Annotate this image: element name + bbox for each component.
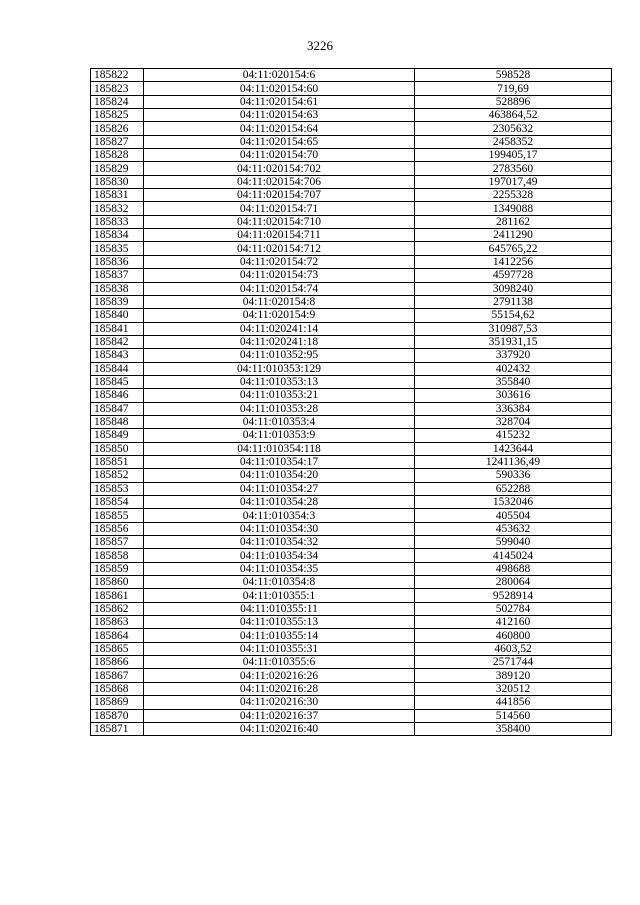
- row-number-cell: 185851: [91, 455, 144, 468]
- cadastral-number-cell: 04:11:020154:64: [144, 122, 415, 135]
- row-number-cell: 185867: [91, 669, 144, 682]
- cadastral-number-cell: 04:11:020216:28: [144, 682, 415, 695]
- cadastral-value-cell: 197017,49: [415, 175, 612, 188]
- row-number-cell: 185847: [91, 402, 144, 415]
- cadastral-number-cell: 04:11:020154:6: [144, 69, 415, 82]
- cadastral-value-cell: 1241136,49: [415, 455, 612, 468]
- cadastral-value-cell: 1412256: [415, 255, 612, 268]
- cadastral-value-cell: 402432: [415, 362, 612, 375]
- cadastral-number-cell: 04:11:020154:8: [144, 295, 415, 308]
- table-row: [91, 656, 612, 669]
- row-number-cell: 185827: [91, 135, 144, 148]
- cadastral-value-cell: 337920: [415, 349, 612, 362]
- table-row: [91, 149, 612, 162]
- table-row: [91, 362, 612, 375]
- cadastral-number-cell: 04:11:010353:4: [144, 415, 415, 428]
- cadastral-value-cell: 599040: [415, 536, 612, 549]
- cadastral-number-cell: 04:11:020154:711: [144, 229, 415, 242]
- row-number-cell: 185869: [91, 696, 144, 709]
- row-number-cell: 185850: [91, 442, 144, 455]
- cadastral-number-cell: 04:11:010355:6: [144, 656, 415, 669]
- cadastral-value-cell: 590336: [415, 469, 612, 482]
- cadastral-number-cell: 04:11:020154:71: [144, 202, 415, 215]
- cadastral-number-cell: 04:11:020154:9: [144, 309, 415, 322]
- cadastral-number-cell: 04:11:010355:31: [144, 642, 415, 655]
- row-number-cell: 185828: [91, 149, 144, 162]
- cadastral-number-cell: 04:11:010353:129: [144, 362, 415, 375]
- cadastral-number-cell: 04:11:010355:1: [144, 589, 415, 602]
- table-row: [91, 429, 612, 442]
- table-row: [91, 562, 612, 575]
- row-number-cell: 185853: [91, 482, 144, 495]
- table-row: [91, 696, 612, 709]
- table-row: [91, 722, 612, 735]
- cadastral-number-cell: 04:11:010354:20: [144, 469, 415, 482]
- cadastral-value-cell: 336384: [415, 402, 612, 415]
- row-number-cell: 185832: [91, 202, 144, 215]
- cadastral-value-cell: 4597728: [415, 269, 612, 282]
- cadastral-number-cell: 04:11:010352:95: [144, 349, 415, 362]
- table-row: [91, 335, 612, 348]
- row-number-cell: 185829: [91, 162, 144, 175]
- table-row: [91, 536, 612, 549]
- cadastral-value-cell: 2791138: [415, 295, 612, 308]
- cadastral-number-cell: 04:11:020216:37: [144, 709, 415, 722]
- cadastral-value-table: [90, 68, 612, 736]
- cadastral-value-cell: 2305632: [415, 122, 612, 135]
- cadastral-number-cell: 04:11:010353:13: [144, 375, 415, 388]
- table-row: [91, 82, 612, 95]
- row-number-cell: 185839: [91, 295, 144, 308]
- cadastral-value-cell: 310987,53: [415, 322, 612, 335]
- row-number-cell: 185860: [91, 576, 144, 589]
- cadastral-number-cell: 04:11:020154:72: [144, 255, 415, 268]
- row-number-cell: 185864: [91, 629, 144, 642]
- table-row: [91, 322, 612, 335]
- table-body: [91, 69, 612, 736]
- cadastral-number-cell: 04:11:010353:28: [144, 402, 415, 415]
- table-row: [91, 576, 612, 589]
- table-row: [91, 455, 612, 468]
- row-number-cell: 185846: [91, 389, 144, 402]
- cadastral-value-cell: 320512: [415, 682, 612, 695]
- table-row: [91, 309, 612, 322]
- table-row: [91, 589, 612, 602]
- table-row: [91, 295, 612, 308]
- cadastral-value-cell: 453632: [415, 522, 612, 535]
- cadastral-value-cell: 441856: [415, 696, 612, 709]
- cadastral-number-cell: 04:11:020154:65: [144, 135, 415, 148]
- cadastral-number-cell: 04:11:010354:35: [144, 562, 415, 575]
- table-row: [91, 162, 612, 175]
- cadastral-number-cell: 04:11:010355:11: [144, 602, 415, 615]
- row-number-cell: 185854: [91, 496, 144, 509]
- cadastral-number-cell: 04:11:020241:14: [144, 322, 415, 335]
- cadastral-value-cell: 2783560: [415, 162, 612, 175]
- table-row: [91, 709, 612, 722]
- table-row: [91, 469, 612, 482]
- row-number-cell: 185825: [91, 109, 144, 122]
- table-row: [91, 202, 612, 215]
- row-number-cell: 185823: [91, 82, 144, 95]
- cadastral-number-cell: 04:11:020154:707: [144, 189, 415, 202]
- cadastral-value-cell: 652288: [415, 482, 612, 495]
- table-row: [91, 682, 612, 695]
- row-number-cell: 185833: [91, 215, 144, 228]
- cadastral-value-cell: 2458352: [415, 135, 612, 148]
- cadastral-number-cell: 04:11:010354:32: [144, 536, 415, 549]
- page-number: 3226: [307, 38, 333, 53]
- cadastral-value-cell: 719,69: [415, 82, 612, 95]
- row-number-cell: 185845: [91, 375, 144, 388]
- row-number-cell: 185859: [91, 562, 144, 575]
- row-number-cell: 185861: [91, 589, 144, 602]
- row-number-cell: 185865: [91, 642, 144, 655]
- table-row: [91, 282, 612, 295]
- cadastral-value-cell: 199405,17: [415, 149, 612, 162]
- cadastral-number-cell: 04:11:020154:702: [144, 162, 415, 175]
- row-number-cell: 185871: [91, 722, 144, 735]
- cadastral-value-cell: 9528914: [415, 589, 612, 602]
- table-row: [91, 215, 612, 228]
- row-number-cell: 185852: [91, 469, 144, 482]
- cadastral-value-cell: 514560: [415, 709, 612, 722]
- row-number-cell: 185844: [91, 362, 144, 375]
- row-number-cell: 185862: [91, 602, 144, 615]
- table-row: [91, 135, 612, 148]
- row-number-cell: 185836: [91, 255, 144, 268]
- table-row: [91, 402, 612, 415]
- cadastral-value-cell: 502784: [415, 602, 612, 615]
- row-number-cell: 185849: [91, 429, 144, 442]
- row-number-cell: 185863: [91, 616, 144, 629]
- cadastral-value-cell: 1532046: [415, 496, 612, 509]
- row-number-cell: 185831: [91, 189, 144, 202]
- cadastral-value-cell: 463864,52: [415, 109, 612, 122]
- cadastral-number-cell: 04:11:020154:710: [144, 215, 415, 228]
- table-row: [91, 522, 612, 535]
- cadastral-value-cell: 598528: [415, 69, 612, 82]
- row-number-cell: 185830: [91, 175, 144, 188]
- row-number-cell: 185843: [91, 349, 144, 362]
- row-number-cell: 185868: [91, 682, 144, 695]
- cadastral-value-cell: 2571744: [415, 656, 612, 669]
- table-row: [91, 229, 612, 242]
- table-row: [91, 269, 612, 282]
- cadastral-value-cell: 281162: [415, 215, 612, 228]
- table-row: [91, 95, 612, 108]
- table-row: [91, 482, 612, 495]
- cadastral-value-cell: 528896: [415, 95, 612, 108]
- cadastral-value-cell: 460800: [415, 629, 612, 642]
- row-number-cell: 185824: [91, 95, 144, 108]
- cadastral-number-cell: 04:11:010354:28: [144, 496, 415, 509]
- row-number-cell: 185834: [91, 229, 144, 242]
- row-number-cell: 185858: [91, 549, 144, 562]
- cadastral-value-cell: 355840: [415, 375, 612, 388]
- row-number-cell: 185838: [91, 282, 144, 295]
- table-row: [91, 496, 612, 509]
- cadastral-value-cell: 3098240: [415, 282, 612, 295]
- cadastral-number-cell: 04:11:020154:712: [144, 242, 415, 255]
- cadastral-value-cell: 351931,15: [415, 335, 612, 348]
- cadastral-number-cell: 04:11:010353:9: [144, 429, 415, 442]
- table-row: [91, 349, 612, 362]
- table-row: [91, 415, 612, 428]
- table-row: [91, 375, 612, 388]
- cadastral-number-cell: 04:11:010354:30: [144, 522, 415, 535]
- table-row: [91, 122, 612, 135]
- table-row: [91, 442, 612, 455]
- cadastral-number-cell: 04:11:020241:18: [144, 335, 415, 348]
- table-row: [91, 189, 612, 202]
- table-row: [91, 509, 612, 522]
- row-number-cell: 185841: [91, 322, 144, 335]
- cadastral-value-cell: 415232: [415, 429, 612, 442]
- cadastral-number-cell: 04:11:020216:30: [144, 696, 415, 709]
- cadastral-value-cell: 303616: [415, 389, 612, 402]
- row-number-cell: 185848: [91, 415, 144, 428]
- table-row: [91, 549, 612, 562]
- cadastral-value-cell: 4145024: [415, 549, 612, 562]
- row-number-cell: 185837: [91, 269, 144, 282]
- cadastral-number-cell: 04:11:010354:118: [144, 442, 415, 455]
- cadastral-number-cell: 04:11:010354:3: [144, 509, 415, 522]
- cadastral-value-cell: 55154,62: [415, 309, 612, 322]
- cadastral-value-cell: 1423644: [415, 442, 612, 455]
- cadastral-number-cell: 04:11:010353:21: [144, 389, 415, 402]
- cadastral-number-cell: 04:11:020154:70: [144, 149, 415, 162]
- table-row: [91, 69, 612, 82]
- cadastral-number-cell: 04:11:010354:34: [144, 549, 415, 562]
- table-row: [91, 629, 612, 642]
- cadastral-number-cell: 04:11:010355:14: [144, 629, 415, 642]
- cadastral-number-cell: 04:11:020154:63: [144, 109, 415, 122]
- cadastral-number-cell: 04:11:020154:60: [144, 82, 415, 95]
- row-number-cell: 185870: [91, 709, 144, 722]
- cadastral-value-cell: 2255328: [415, 189, 612, 202]
- row-number-cell: 185857: [91, 536, 144, 549]
- row-number-cell: 185822: [91, 69, 144, 82]
- cadastral-number-cell: 04:11:010354:17: [144, 455, 415, 468]
- table-row: [91, 669, 612, 682]
- cadastral-number-cell: 04:11:010355:13: [144, 616, 415, 629]
- cadastral-value-cell: 4603,52: [415, 642, 612, 655]
- cadastral-value-cell: 405504: [415, 509, 612, 522]
- cadastral-number-cell: 04:11:020154:61: [144, 95, 415, 108]
- row-number-cell: 185855: [91, 509, 144, 522]
- cadastral-value-cell: 280064: [415, 576, 612, 589]
- cadastral-number-cell: 04:11:020154:74: [144, 282, 415, 295]
- row-number-cell: 185866: [91, 656, 144, 669]
- cadastral-value-cell: 328704: [415, 415, 612, 428]
- cadastral-number-cell: 04:11:010354:27: [144, 482, 415, 495]
- cadastral-value-cell: 498688: [415, 562, 612, 575]
- table-row: [91, 602, 612, 615]
- table-row: [91, 255, 612, 268]
- table-row: [91, 175, 612, 188]
- cadastral-value-cell: 358400: [415, 722, 612, 735]
- table-row: [91, 642, 612, 655]
- cadastral-value-cell: 389120: [415, 669, 612, 682]
- cadastral-number-cell: 04:11:020154:706: [144, 175, 415, 188]
- table-row: [91, 109, 612, 122]
- row-number-cell: 185826: [91, 122, 144, 135]
- cadastral-number-cell: 04:11:020216:26: [144, 669, 415, 682]
- row-number-cell: 185840: [91, 309, 144, 322]
- cadastral-number-cell: 04:11:020154:73: [144, 269, 415, 282]
- cadastral-value-cell: 2411290: [415, 229, 612, 242]
- cadastral-value-cell: 645765,22: [415, 242, 612, 255]
- row-number-cell: 185856: [91, 522, 144, 535]
- cadastral-value-cell: 1349088: [415, 202, 612, 215]
- cadastral-number-cell: 04:11:020216:40: [144, 722, 415, 735]
- table-row: [91, 616, 612, 629]
- cadastral-number-cell: 04:11:010354:8: [144, 576, 415, 589]
- row-number-cell: 185842: [91, 335, 144, 348]
- cadastral-value-cell: 412160: [415, 616, 612, 629]
- table-row: [91, 389, 612, 402]
- row-number-cell: 185835: [91, 242, 144, 255]
- table-row: [91, 242, 612, 255]
